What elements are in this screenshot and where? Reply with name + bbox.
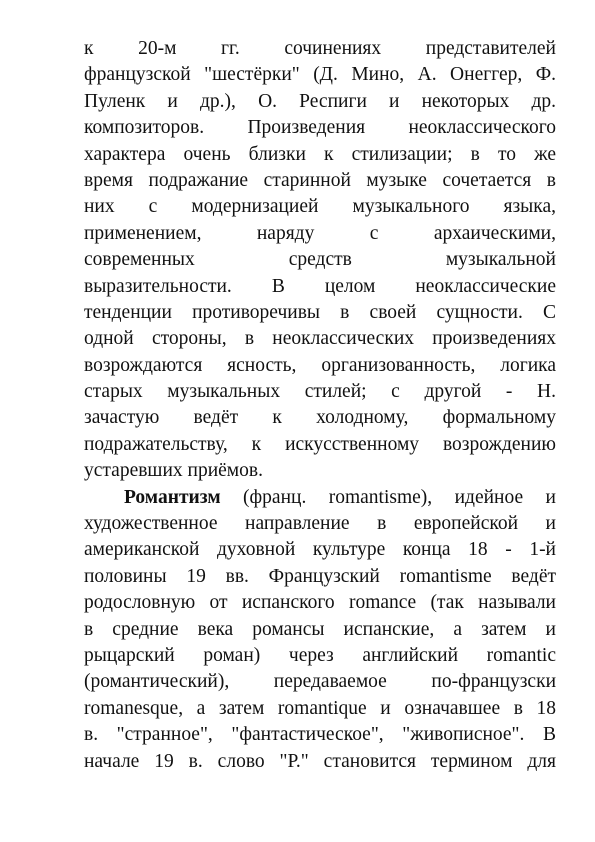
paragraph-romanticism xyxy=(84,485,556,775)
text-line: (романтический), передаваемое по-французски xyxy=(84,671,556,693)
text-line: выразительности. В целом неоклассические xyxy=(84,275,556,297)
text-line: характера очень близки к стилизации; в то же xyxy=(84,143,556,165)
text-line: рыцарский роман) через английский romantic xyxy=(84,644,556,666)
text-line: родословную от испанского romance (так называли xyxy=(84,592,556,614)
text-line: в средние века романсы испанские, а затем и xyxy=(84,618,556,640)
text-line: композиторов. Произведения неоклассического xyxy=(84,117,556,139)
text-line: Пуленк и др.), О. Респиги и некоторых др. xyxy=(84,90,556,112)
body-text xyxy=(84,36,556,775)
text-line: зачастую ведёт к холодному, формальному xyxy=(84,407,556,429)
text-line-first xyxy=(84,485,556,511)
paragraph-neoclassicism xyxy=(84,36,556,485)
text-line: возрождаются ясность, организованность, логика xyxy=(84,354,556,376)
text-line: них с модернизацией музыкального языка, xyxy=(84,196,556,218)
text-line: французской "шестёрки" (Д. Мино, А. Онеггер, Ф. xyxy=(84,64,556,86)
text-line: romanesque, а затем romantique и означавшее в 18 xyxy=(84,697,556,719)
text-line: половины 19 вв. Французский romantisme ведёт xyxy=(84,565,556,587)
text-line: американской духовной культуре конца 18 - 1-й xyxy=(84,539,556,561)
text-line-last: устаревших приёмов. xyxy=(84,460,263,482)
text-line: время подражание старинной музыке сочетается в xyxy=(84,169,556,191)
text-line: в. "странное", "фантастическое", "живописное". В xyxy=(84,724,556,746)
text-line: одной стороны, в неоклассических произведениях xyxy=(84,328,556,350)
term-definition-start: (франц. romantisme), идейное и xyxy=(220,486,556,508)
text-line: подражательству, к искусственному возрождению xyxy=(84,433,556,455)
text-line: старых музыкальных стилей; с другой - Н. xyxy=(84,381,556,403)
text-line: современных средств музыкальной xyxy=(84,249,556,271)
text-line: тенденции противоречивы в своей сущности. С xyxy=(84,301,556,323)
text-line: применением, наряду с архаическими, xyxy=(84,222,556,244)
text-line: к 20-м гг. сочинениях представителей xyxy=(84,38,556,59)
text-line: начале 19 в. слово "Р." становится термином для xyxy=(84,750,556,772)
term-romanticism: Романтизм xyxy=(124,486,221,508)
text-line: художественное направление в европейской и xyxy=(84,513,556,535)
